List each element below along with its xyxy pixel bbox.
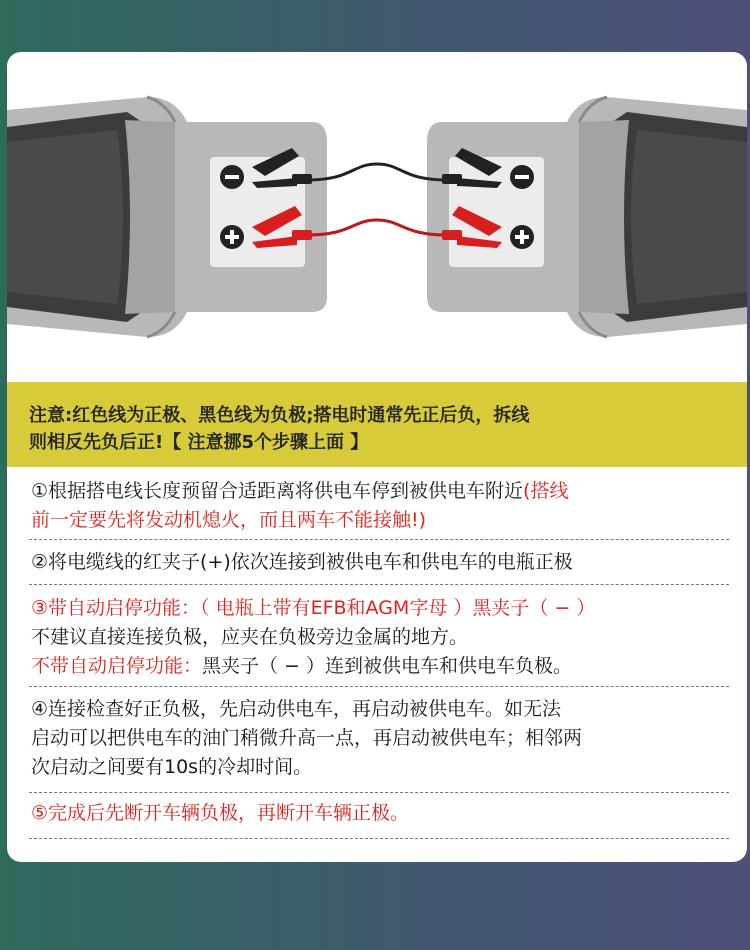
right-positive-terminal	[510, 225, 534, 249]
divider	[29, 792, 729, 793]
divider	[29, 686, 729, 687]
step-3	[31, 594, 731, 681]
left-positive-terminal	[220, 225, 244, 249]
step-4-line-3: 次启动之间要有10s的冷却时间。	[31, 756, 313, 778]
step-2-text: ②将电缆线的红夹子(+)依次连接到被供电车和供电车的电瓶正极	[31, 551, 573, 573]
step-1-warning-cont: 前一定要先将发动机熄火，而且两车不能接触!)	[31, 509, 427, 531]
divider	[29, 838, 729, 839]
step-4-line-1: ④连接检查好正负极，先启动供电车，再启动被供电车。如无法	[31, 698, 562, 720]
black-cable	[307, 164, 447, 180]
step-3-no-stop-label: 不带自动启停功能：	[31, 655, 203, 677]
step-1-text: ①根据搭电线长度预留合适距离将供电车停到被供电车附近	[31, 480, 524, 502]
step-3-heading: ③带自动启停功能：（ 电瓶上带有EFB和AGM字母 ）黑夹子（ − ）	[31, 597, 596, 619]
divider	[29, 539, 729, 540]
left-negative-terminal	[220, 165, 244, 189]
step-3-no-stop-text: 黑夹子（ − ）连到被供电车和供电车负极。	[202, 655, 573, 677]
notice-banner	[7, 382, 747, 467]
step-1	[31, 477, 731, 535]
step-1-warning: (搭线	[523, 480, 569, 502]
step-5-text: ⑤完成后先断开车辆负极，再断开车辆正极。	[31, 802, 410, 824]
step-2	[31, 548, 731, 577]
step-4-line-2: 启动可以把供电车的油门稍微升高一点，再启动被供电车；相邻两	[31, 727, 583, 749]
divider	[29, 584, 729, 585]
step-3-text: 不建议直接连接负极，应夹在负极旁边金属的地方。	[31, 626, 469, 648]
right-negative-terminal	[510, 165, 534, 189]
notice-line-1: 注意:红色线为正极、黑色线为负极;搭电时通常先正后负，拆线	[29, 405, 530, 426]
notice-line-2: 则相反先负后正!【 注意挪5个步骤上面 】	[29, 432, 369, 453]
step-4	[31, 695, 731, 782]
step-5	[31, 799, 731, 828]
red-cable	[307, 220, 447, 235]
jump-start-illustration	[7, 52, 747, 377]
instruction-card	[7, 52, 747, 862]
